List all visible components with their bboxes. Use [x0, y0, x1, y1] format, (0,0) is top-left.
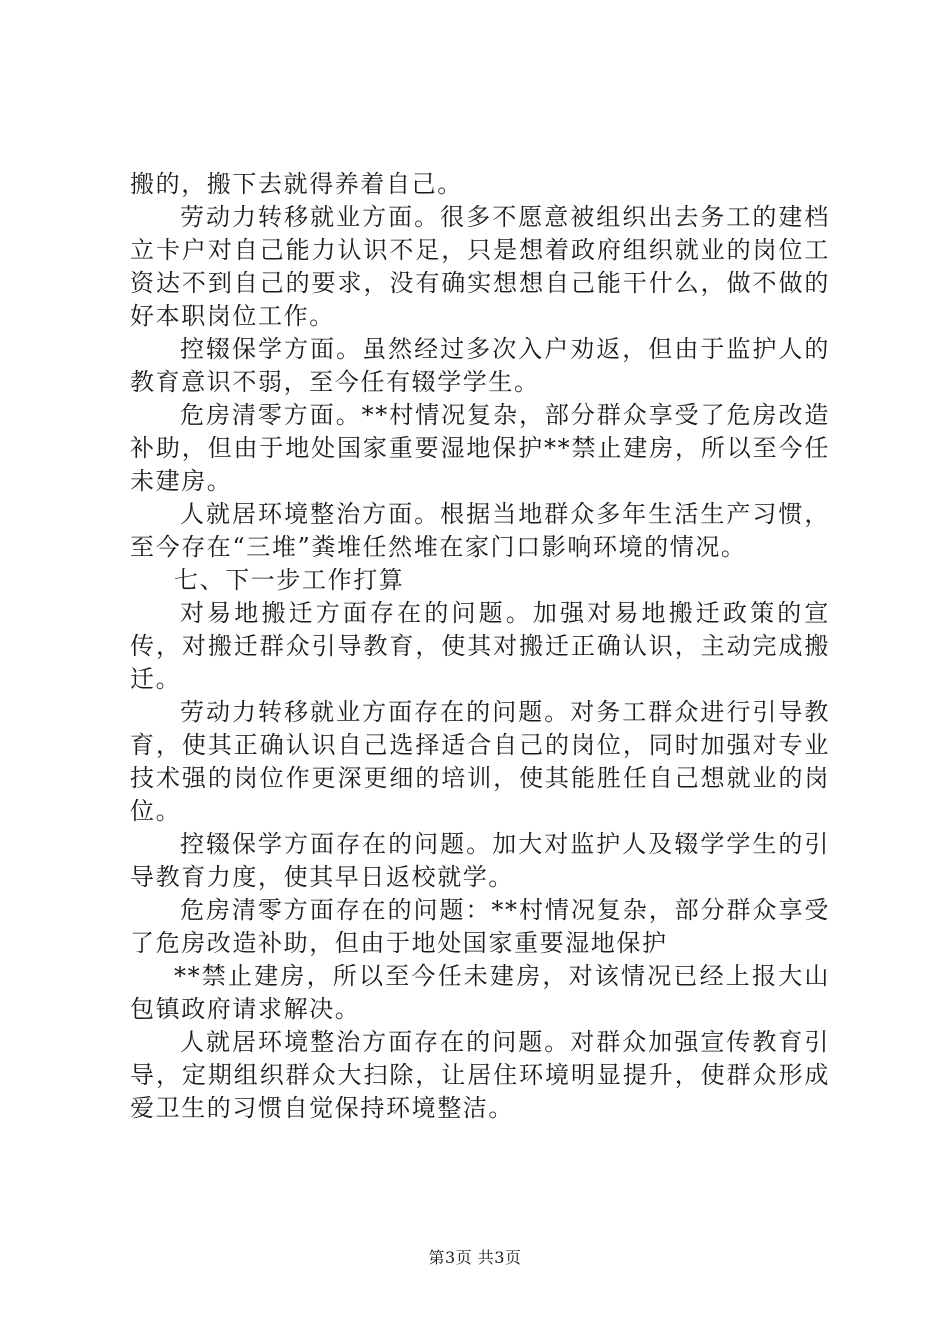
- paragraph-continuation: 搬的，搬下去就得养着自己。: [130, 170, 463, 198]
- paragraph-environment-plan: 人就居环境整治方面存在的问题。对群众加强宣传教育引导，定期组织群众大扫除，让居住环境明显提升，使群众形成爱卫生的习惯自觉保持环境整洁。: [130, 1028, 830, 1122]
- paragraph-dropout-plan: 控辍保学方面存在的问题。加大对监护人及辍学学生的引导教育力度，使其早日返校就学。: [130, 830, 830, 891]
- paragraph-housing-plan: 危房清零方面存在的问题：**村情况复杂，部分群众享受了危房改造补助，但由于地处国家重要湿地保护: [130, 896, 830, 957]
- section-heading-next-steps: 七、下一步工作打算: [174, 566, 405, 594]
- document-body: [130, 168, 830, 1125]
- page-footer: [0, 1245, 950, 1268]
- paragraph-labor-plan: 劳动力转移就业方面存在的问题。对务工群众进行引导教育，使其正确认识自己选择适合自己的岗位，同时加强对专业技术强的岗位作更深更细的培训，使其能胜任自己想就业的岗位。: [130, 698, 830, 825]
- paragraph-dropout-control: 控辍保学方面。虽然经过多次入户劝返，但由于监护人的教育意识不弱，至今任有辍学学生。: [130, 335, 830, 396]
- paragraph-dangerous-housing: 危房清零方面。**村情况复杂，部分群众享受了危房改造补助，但由于地处国家重要湿地保护**禁止建房，所以至今任未建房。: [130, 401, 830, 495]
- paragraph-relocation-plan: 对易地搬迁方面存在的问题。加强对易地搬迁政策的宣传，对搬迁群众引导教育，使其对搬迁正确认识，主动完成搬迁。: [130, 599, 830, 693]
- paragraph-housing-plan-continued: **禁止建房，所以至今任未建房，对该情况已经上报大山包镇政府请求解决。: [130, 962, 830, 1023]
- paragraph-living-environment: 人就居环境整治方面。根据当地群众多年生活生产习惯，至今存在“三堆”粪堆任然堆在家门口影响环境的情况。: [130, 500, 830, 561]
- page-number-label: 第3页 共3页: [428, 1248, 522, 1267]
- paragraph-labor-transfer: 劳动力转移就业方面。很多不愿意被组织出去务工的建档立卡户对自己能力认识不足，只是想着政府组织就业的岗位工资达不到自己的要求，没有确实想想自己能干什么，做不做的好本职岗位工作。: [130, 203, 830, 330]
